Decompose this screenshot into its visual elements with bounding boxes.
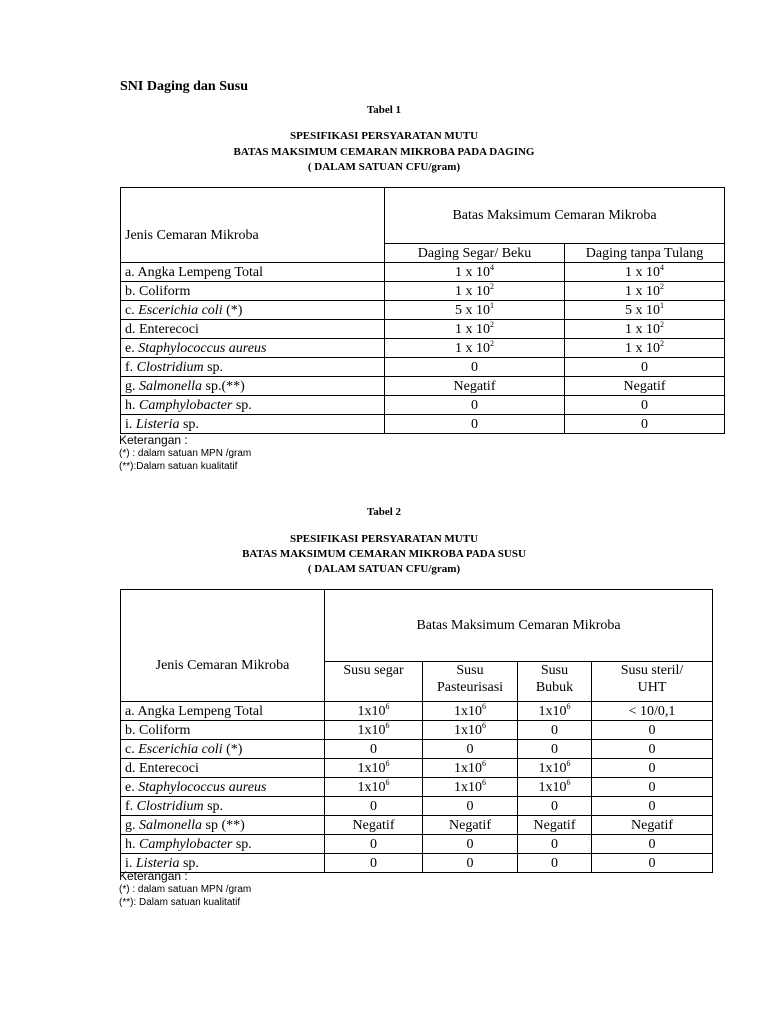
limit-value: $1x10^6$	[423, 702, 518, 721]
limit-value: 0	[518, 740, 592, 759]
table1-group-header: Batas Maksimum Cemaran Mikroba	[385, 188, 725, 244]
microbe-name: g. Salmonella sp (**)	[121, 816, 325, 835]
table2-row	[121, 740, 713, 759]
table1-row	[121, 282, 725, 301]
microbe-name: a. Angka Lempeng Total	[121, 263, 385, 282]
microbe-name: c. Escerichia coli (*)	[121, 740, 325, 759]
limit-value: $1x10^6$	[325, 702, 423, 721]
limit-value: 1 x $10^4$	[385, 263, 565, 282]
microbe-name: c. Escerichia coli (*)	[121, 301, 385, 320]
table1-label: Tabel 1	[366, 104, 402, 116]
microbe-name: e. Staphylococcus aureus	[121, 339, 385, 358]
table1-row	[121, 301, 725, 320]
table2-heading-line-3: ( DALAM SATUAN CFU/gram)	[307, 563, 461, 575]
limit-value: 0	[518, 854, 592, 873]
limit-value: 0	[385, 358, 565, 377]
limit-value: < 10/0,1	[592, 702, 713, 721]
limit-value: 0	[592, 721, 713, 740]
limit-value: 0	[518, 797, 592, 816]
limit-value: 0	[592, 797, 713, 816]
table1-notes-heading: Keterangan :	[119, 433, 188, 447]
table1-note: (**):Dalam satuan kualitatif	[119, 461, 238, 472]
limit-value: 0	[565, 415, 725, 434]
microbe-name: f. Clostridium sp.	[121, 358, 385, 377]
microbe-name: h. Camphylobacter sp.	[121, 835, 325, 854]
table1-row-header: Jenis Cemaran Mikroba	[121, 188, 385, 263]
table2-row	[121, 702, 713, 721]
table2-row	[121, 835, 713, 854]
table2-heading-line-1: SPESIFIKASI PERSYARATAN MUTU	[289, 533, 479, 545]
microbe-name: d. Enterecoci	[121, 759, 325, 778]
limit-value: $1x10^6$	[325, 721, 423, 740]
limit-value: 0	[592, 854, 713, 873]
table2-note: (**): Dalam satuan kualitatif	[119, 897, 241, 908]
table2-col-header: Susu Pasteurisasi	[423, 662, 518, 702]
table1-row	[121, 263, 725, 282]
limit-value: 0	[518, 721, 592, 740]
limit-value: 1 x $10^2$	[385, 282, 565, 301]
limit-value: $1x10^6$	[518, 778, 592, 797]
limit-value: 0	[325, 854, 423, 873]
limit-value: 0	[423, 797, 518, 816]
table1-col-header: Daging Segar/ Beku	[385, 244, 565, 263]
limit-value: Negatif	[592, 816, 713, 835]
table1-notes	[119, 433, 251, 473]
limit-value: 0	[592, 740, 713, 759]
limit-value: 1 x $10^4$	[565, 263, 725, 282]
limit-value: $1x10^6$	[423, 778, 518, 797]
table1-row	[121, 396, 725, 415]
limit-value: $1x10^6$	[423, 721, 518, 740]
milk-microbe-table	[120, 589, 713, 873]
limit-value: 1 x $10^2$	[385, 339, 565, 358]
limit-value: 0	[592, 778, 713, 797]
limit-value: Negatif	[385, 377, 565, 396]
limit-value: 1 x $10^2$	[565, 282, 725, 301]
microbe-name: f. Clostridium sp.	[121, 797, 325, 816]
table2-row-header: Jenis Cemaran Mikroba	[121, 590, 325, 702]
table2-note: (*) : dalam satuan MPN /gram	[119, 884, 252, 895]
table1-note: (*) : dalam satuan MPN /gram	[119, 448, 252, 459]
microbe-name: b. Coliform	[121, 282, 385, 301]
table1-heading-line-3: ( DALAM SATUAN CFU/gram)	[307, 161, 461, 173]
table1-row	[121, 339, 725, 358]
limit-value: 0	[565, 396, 725, 415]
table1-row	[121, 320, 725, 339]
microbe-name: e. Staphylococcus aureus	[121, 778, 325, 797]
table1-heading-line-1: SPESIFIKASI PERSYARATAN MUTU	[289, 130, 479, 142]
table2-col-header: Susu Bubuk	[518, 662, 592, 702]
table1-row	[121, 415, 725, 434]
limit-value: 5 x $10^1$	[385, 301, 565, 320]
limit-value: 1 x $10^2$	[565, 320, 725, 339]
limit-value: $1x10^6$	[518, 759, 592, 778]
limit-value: 5 x $10^1$	[565, 301, 725, 320]
table2-label: Tabel 2	[366, 506, 402, 518]
table2-row	[121, 797, 713, 816]
limit-value: 0	[592, 835, 713, 854]
limit-value: 0	[423, 835, 518, 854]
limit-value: 0	[325, 797, 423, 816]
limit-value: Negatif	[565, 377, 725, 396]
limit-value: 0	[385, 396, 565, 415]
limit-value: Negatif	[423, 816, 518, 835]
microbe-name: a. Angka Lempeng Total	[121, 702, 325, 721]
limit-value: 0	[423, 854, 518, 873]
table2-row	[121, 759, 713, 778]
table2-row	[121, 721, 713, 740]
microbe-name: d. Enterecoci	[121, 320, 385, 339]
meat-microbe-table	[120, 187, 725, 434]
limit-value: 0	[423, 740, 518, 759]
limit-value: 0	[325, 740, 423, 759]
table2-group-header: Batas Maksimum Cemaran Mikroba	[325, 590, 713, 662]
limit-value: $1x10^6$	[325, 759, 423, 778]
table1-row	[121, 358, 725, 377]
table2-notes	[119, 869, 251, 909]
table2-row	[121, 778, 713, 797]
microbe-name: b. Coliform	[121, 721, 325, 740]
table1-col-header: Daging tanpa Tulang	[565, 244, 725, 263]
limit-value: 0	[565, 358, 725, 377]
limit-value: $1x10^6$	[423, 759, 518, 778]
table1-heading-line-2: BATAS MAKSIMUM CEMARAN MIKROBA PADA DAGING	[233, 146, 535, 158]
limit-value: Negatif	[518, 816, 592, 835]
microbe-name: i. Listeria sp.	[121, 854, 325, 873]
limit-value: 0	[518, 835, 592, 854]
table2-col-header: Susu segar	[325, 662, 423, 702]
table2-col-header: Susu steril/ UHT	[592, 662, 713, 702]
document-title: SNI Daging dan Susu	[120, 79, 249, 94]
limit-value: 1 x $10^2$	[385, 320, 565, 339]
table2-heading-line-2: BATAS MAKSIMUM CEMARAN MIKROBA PADA SUSU	[242, 548, 526, 560]
limit-value: $1x10^6$	[325, 778, 423, 797]
microbe-name: h. Camphylobacter sp.	[121, 396, 385, 415]
limit-value: 1 x $10^2$	[565, 339, 725, 358]
limit-value: 0	[325, 835, 423, 854]
microbe-name: i. Listeria sp.	[121, 415, 385, 434]
microbe-name: g. Salmonella sp.(**)	[121, 377, 385, 396]
table2-notes-heading: Keterangan :	[119, 869, 188, 883]
limit-value: 0	[385, 415, 565, 434]
limit-value: $1x10^6$	[518, 702, 592, 721]
table1-row	[121, 377, 725, 396]
table2-row	[121, 816, 713, 835]
limit-value: Negatif	[325, 816, 423, 835]
limit-value: 0	[592, 759, 713, 778]
